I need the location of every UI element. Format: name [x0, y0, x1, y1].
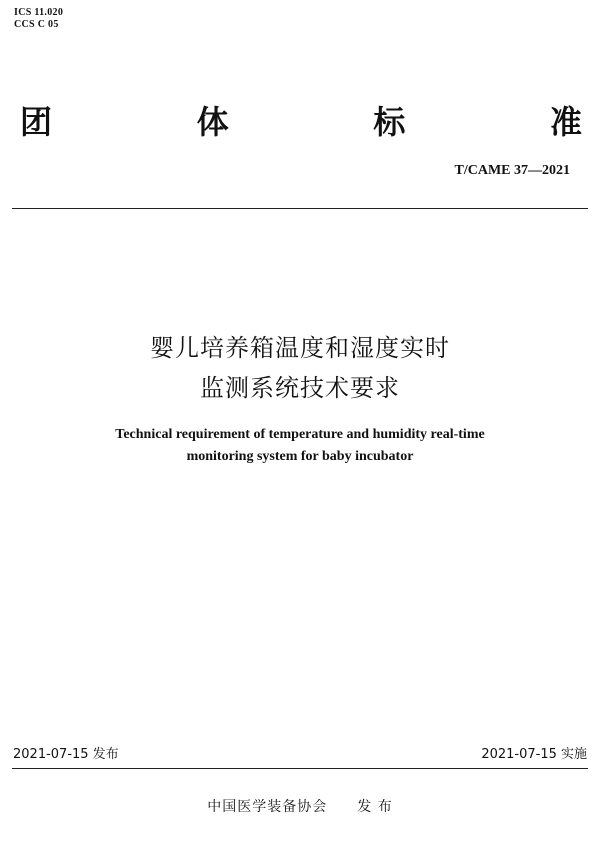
standard-type-char: 体	[196, 103, 229, 141]
ics-code: ICS 11.020	[14, 7, 64, 18]
standard-number: T/CAME 37—2021	[454, 163, 570, 178]
standard-type-char: 准	[549, 103, 582, 141]
bottom-divider	[12, 768, 588, 769]
title-english	[0, 424, 600, 468]
title-chinese-line-1: 婴儿培养箱温度和湿度实时	[150, 334, 450, 362]
ccs-code: CCS C 05	[14, 19, 59, 30]
publisher-line	[0, 796, 600, 816]
issue-date: 2021-07-15 发布	[13, 747, 119, 762]
standard-type-heading	[20, 100, 582, 140]
publisher-action: 发 布	[357, 799, 393, 815]
title-english-line-1: Technical requirement of temperature and humidity real-time	[115, 427, 485, 442]
standard-type-char: 标	[373, 103, 406, 141]
title-chinese	[0, 328, 600, 408]
title-chinese-line-2: 监测系统技术要求	[200, 374, 400, 402]
top-divider	[12, 208, 588, 209]
classification-codes	[14, 7, 63, 31]
title-english-line-2: monitoring system for baby incubator	[186, 449, 414, 464]
publisher-name: 中国医学装备协会	[207, 799, 328, 815]
standard-type-char: 团	[20, 103, 53, 141]
implementation-date: 2021-07-15 实施	[481, 747, 587, 762]
